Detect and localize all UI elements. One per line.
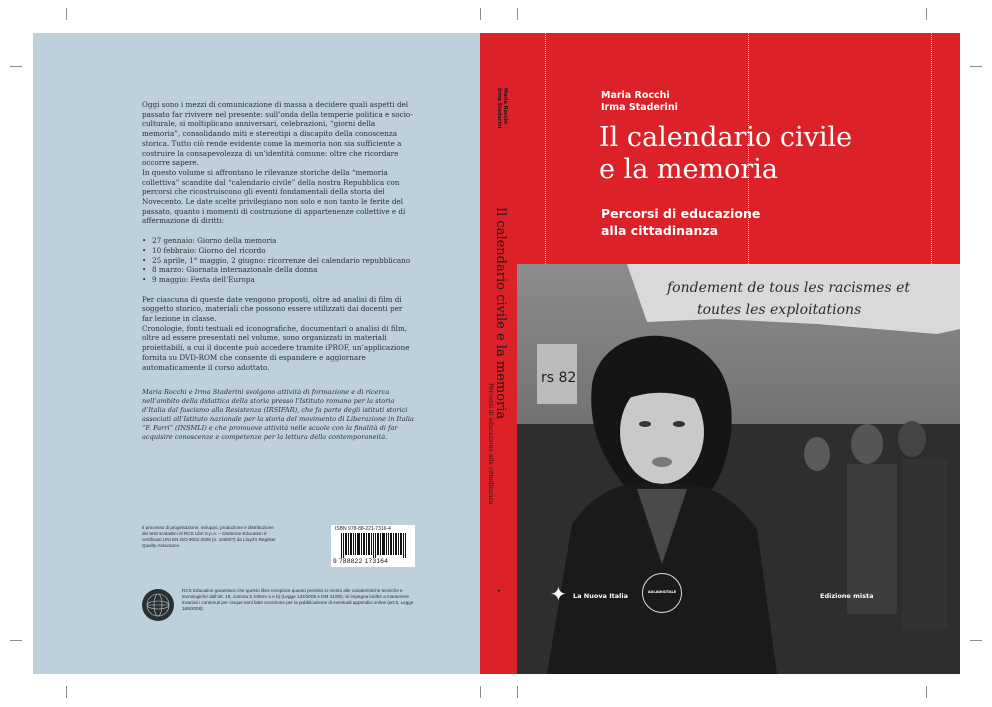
front-cover: [517, 33, 960, 674]
title-line: Il calendario civile: [599, 122, 853, 153]
front-title: [599, 122, 852, 186]
spine-subtitle: Percorsi di educazione alla cittadinanza: [487, 383, 494, 505]
authors-bio: Maria Rocchi e Irma Staderini svolgono attività di formazione e di ricerca nell’ambito della didattica della storia presso l’Istituto romano per la storia d’Italia dal fascismo alla Resistenza (IRSIFAR), che fa parte degli istituti storici associati all’Istituto nazionale per la storia del movimento di Liberazione in Italia “F. Parri” (INSMLI) e che promuove attività nelle scuole con la finalità di far acquisire conoscenze e competenze per la lettura della contemporaneità.: [142, 388, 414, 442]
crop-mark: [517, 686, 518, 698]
spine-publisher: [495, 588, 501, 592]
crop-mark: [926, 8, 927, 20]
crop-mark: [66, 686, 67, 698]
crop-mark: [480, 8, 481, 20]
auladigitale-label: AULADIGITALE: [647, 590, 677, 594]
front-subtitle: [601, 205, 760, 239]
spine-author: Maria Rocchi: [502, 88, 508, 125]
crop-mark: [480, 686, 481, 698]
back-paragraph: Per ciascuna di queste date vengono proposti, oltre ad analisi di film di soggetto storico, materiali che possono essere utilizzati dai docenti per far lezione in classe.: [142, 294, 403, 324]
auladigitale-logo: [642, 573, 682, 613]
list-item: • 8 marzo: Giornata internazionale della donna: [142, 265, 414, 275]
quality-note: Il processo di progettazione, sviluppo, produzione e distribuzione dei testi scolastici di RCS Libri S.p.A. – Divisione Education è certificato UNI EN ISO 9001:2008 (n. 10060?) da Lloyd’s Register Quality Assurance.: [142, 525, 276, 548]
barcode-number: 9 788822 173164: [333, 558, 389, 565]
crop-mark: [926, 686, 927, 698]
author-name: Irma Staderini: [601, 102, 678, 113]
spine-title: Il calendario civile e la memoria: [493, 207, 508, 420]
list-item: • 10 febbraio: Giorno del ricordo: [142, 246, 414, 256]
crop-mark: [517, 8, 518, 20]
spine-publisher-logo: ✦: [495, 588, 501, 593]
back-paragraph: In questo volume si affrontano le rilevanze storiche della “memoria collettiva” scandite dal “calendario civile” della nostra Repubblica con percorsi che ricostruiscono gli eventi fondamentali della storia del Novecento. Le date scelte privilegiano non solo e non tanto le ferite del passato, quanto i momenti di costruzione di appartenenze collettive e di affermazione di diritti:: [142, 167, 406, 226]
title-line: e la memoria: [599, 154, 778, 185]
crop-mark: [10, 66, 22, 67]
subtitle-line: Percorsi di educazione: [601, 206, 761, 221]
publisher-logo: ✦: [550, 582, 567, 606]
publisher-name: La Nuova Italia: [573, 592, 628, 600]
barcode-bars: [341, 533, 407, 558]
barcode: [331, 525, 415, 567]
crop-mark: [10, 640, 22, 641]
crop-mark: [970, 66, 982, 67]
spine-authors: [496, 88, 508, 128]
photo-banner-text: fondement de tous les racismes et: [667, 280, 910, 296]
svg-text:toutes les exploitations: toutes les exploitations: [697, 302, 862, 318]
list-item: • 9 maggio: Festa dell’Europa: [142, 275, 414, 285]
isbn-label: ISBN 978-88-221-7316-4: [335, 526, 391, 532]
back-paragraph: Oggi sono i mezzi di comunicazione di massa a decidere quali aspetti del passato far rivivere nel presente: sull’onda della temperie politica e socio-culturale, si moltiplicano anniversari, celebrazioni, “giorni della memoria”, consolidando miti e stereotipi a discapito della conoscenza storica. Tutto ciò rende evidente come la memoria non sia sufficiente a costruire la consapevolezza di un’identità comune: oltre che ricordare occorre sapere.: [142, 100, 413, 168]
back-paragraph: Cronologie, fonti testuali ed iconografiche, documentari o analisi di film, oltre ad essere presentati nel volume, sono organizzati in materiali proiettabili, a cui il docente può accedere tramite iPROF, un’applicazione fornita su DVD-ROM che consente di espandere e aggiornare automaticamente il corso adottato.: [142, 323, 410, 372]
front-authors: [601, 90, 678, 114]
crop-mark: [970, 640, 982, 641]
author-name: Maria Rocchi: [601, 90, 670, 101]
list-item: • 25 aprile, 1° maggio, 2 giugno: ricorrenze del calendario repubblicano: [142, 256, 414, 266]
edition-label: Edizione mista: [820, 592, 874, 600]
spine-author: Irma Staderini: [496, 88, 502, 129]
dates-list: [142, 236, 414, 285]
crop-mark: [66, 8, 67, 20]
list-item: • 27 gennaio: Giorno della memoria: [142, 236, 414, 246]
cover-photo: [517, 264, 960, 674]
svg-text:rs 82: rs 82: [541, 370, 577, 386]
subtitle-line: alla cittadinanza: [601, 223, 719, 238]
rcs-education-logo: [142, 589, 174, 621]
protest-photo: [517, 264, 960, 674]
rcs-note: RCS Education garantisce che questo libro recepisce quanto previsto in merito alle caratteristiche tecniche e tecnologiche dall’art. 15, comma 3, lettere a e b) (Legge 133/2008 e DM 41/09). Si impegna inoltre a mantenere invariati i contenuti per cinque anni fatte eccezione per la pubblicazione di eventuali appendici online (art.5, Legge 169/2008).: [182, 588, 414, 611]
back-cover-text: [142, 100, 414, 452]
